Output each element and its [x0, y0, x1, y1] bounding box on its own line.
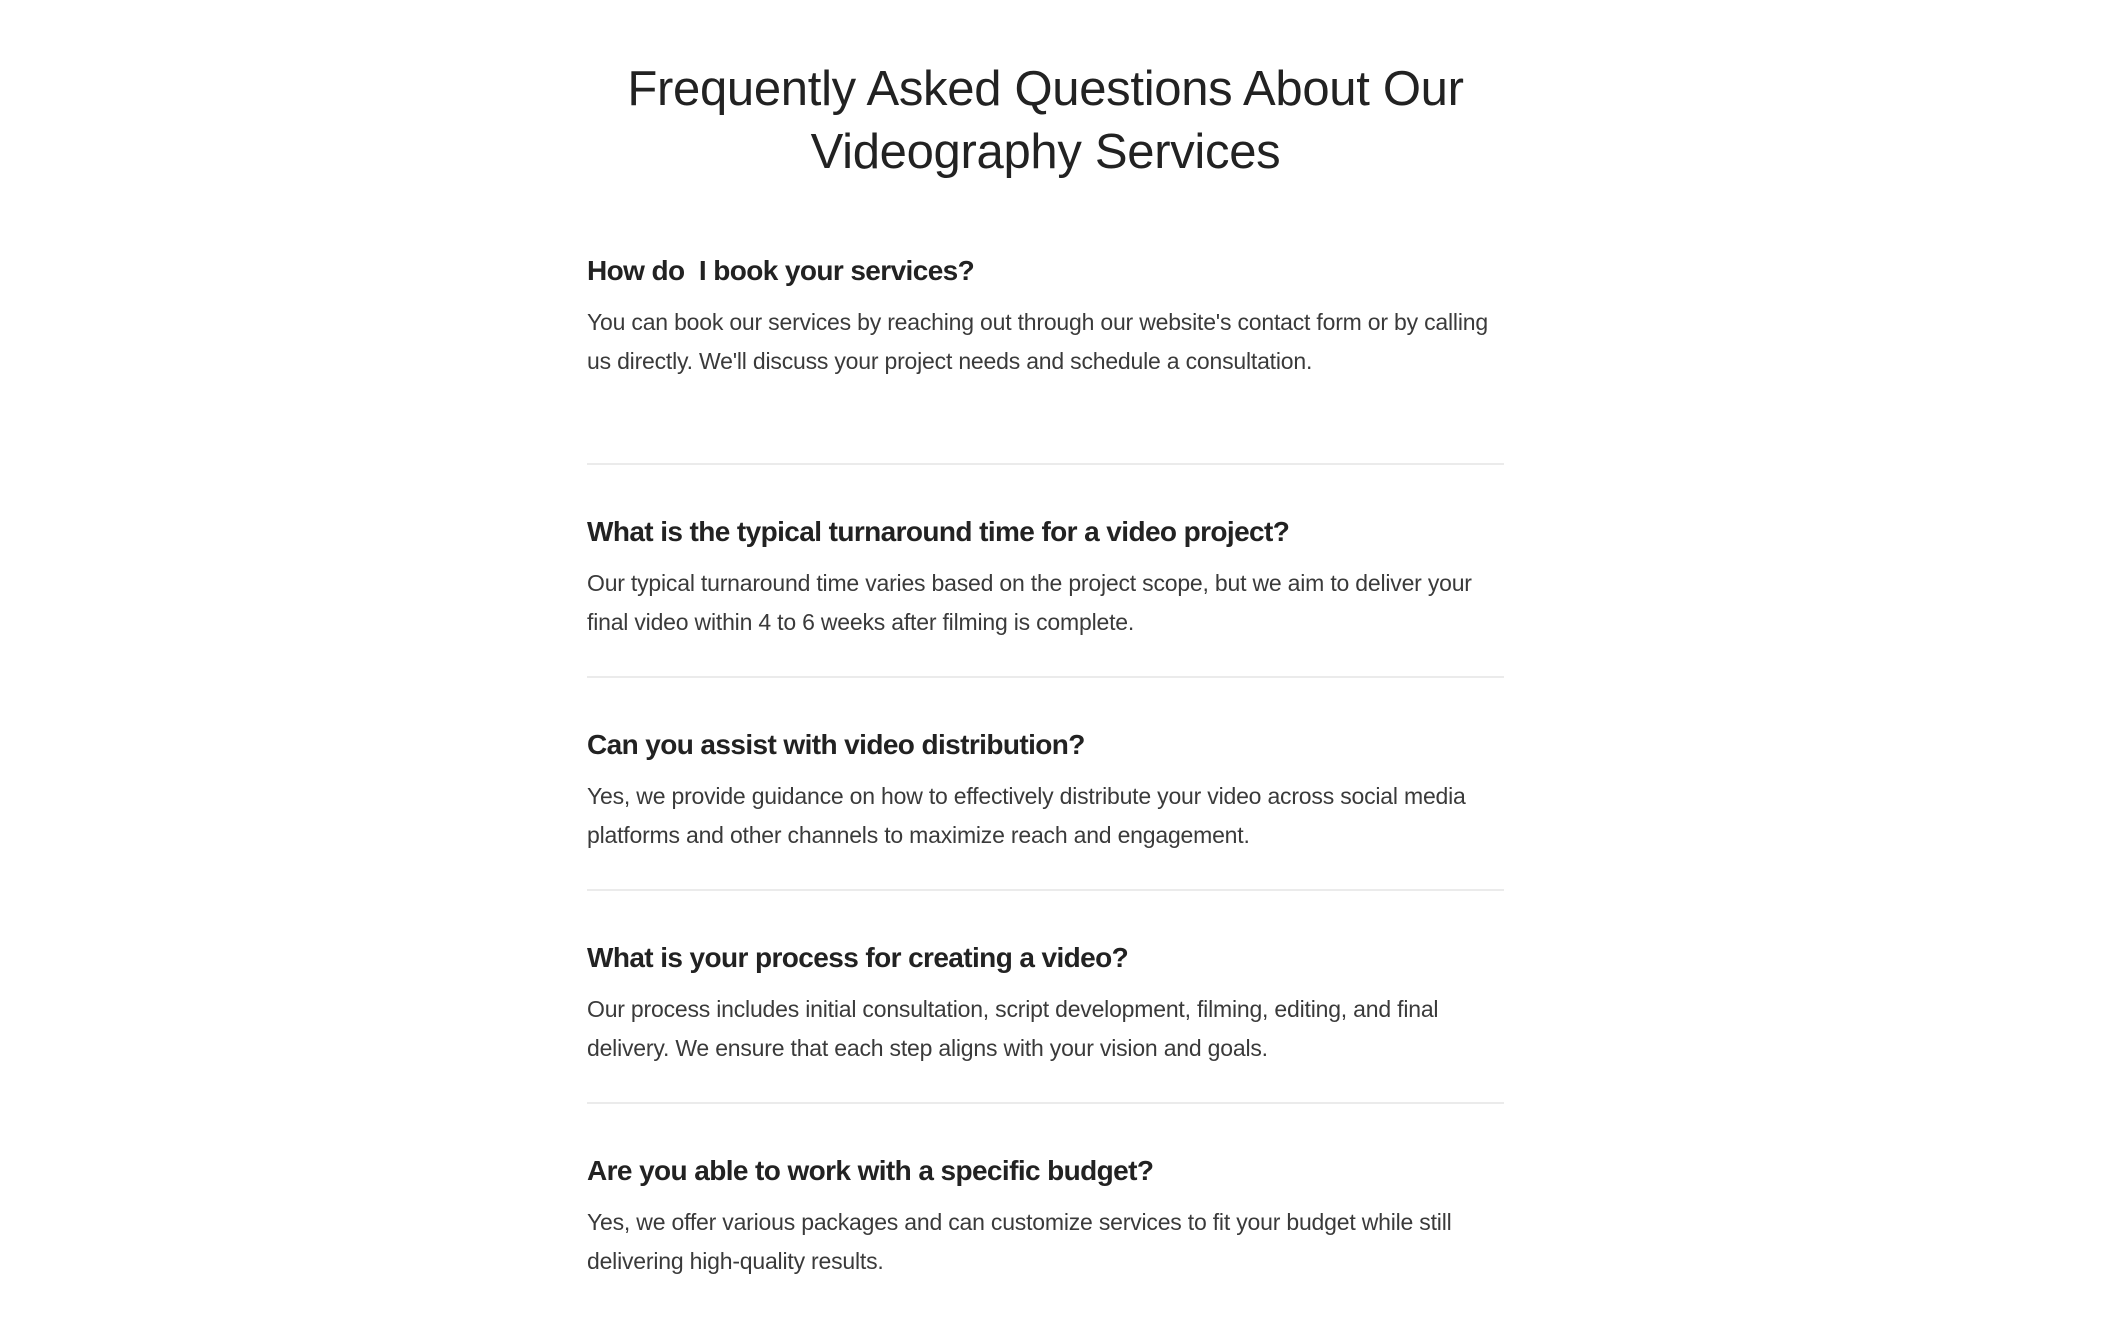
- faq-list: [587, 252, 1504, 1317]
- faq-question: What is the typical turnaround time for a video project?: [587, 516, 1290, 547]
- faq-question: Are you able to work with a specific budget?: [587, 1155, 1154, 1186]
- faq-answer: Our process includes initial consultation, script development, filming, editing, and final delivery. We ensure that each step aligns with your vision and goals.: [587, 996, 1439, 1061]
- faq-answer: Yes, we provide guidance on how to effectively distribute your video across social media platforms and other channels to maximize reach and engagement.: [587, 783, 1466, 848]
- faq-item: [587, 465, 1504, 678]
- faq-item: [587, 1104, 1504, 1317]
- faq-item: [587, 252, 1504, 465]
- page-title-line-1: Frequently Asked Questions About Our: [627, 62, 1464, 116]
- page-title: [587, 0, 1504, 184]
- faq-item: [587, 891, 1504, 1104]
- page-title-line-2: Videography Services: [810, 125, 1281, 179]
- faq-question: How do I book your services?: [587, 255, 975, 286]
- faq-page: [587, 0, 1504, 1317]
- faq-question: Can you assist with video distribution?: [587, 729, 1085, 760]
- faq-answer: Yes, we offer various packages and can customize services to fit your budget while still delivering high-quality results.: [587, 1209, 1452, 1274]
- faq-item: [587, 678, 1504, 891]
- faq-answer: You can book our services by reaching out through our website's contact form or by calling us directly. We'll discuss your project needs and schedule a consultation.: [587, 309, 1488, 374]
- faq-question: What is your process for creating a video?: [587, 942, 1129, 973]
- faq-answer: Our typical turnaround time varies based on the project scope, but we aim to deliver your final video within 4 to 6 weeks after filming is complete.: [587, 570, 1472, 635]
